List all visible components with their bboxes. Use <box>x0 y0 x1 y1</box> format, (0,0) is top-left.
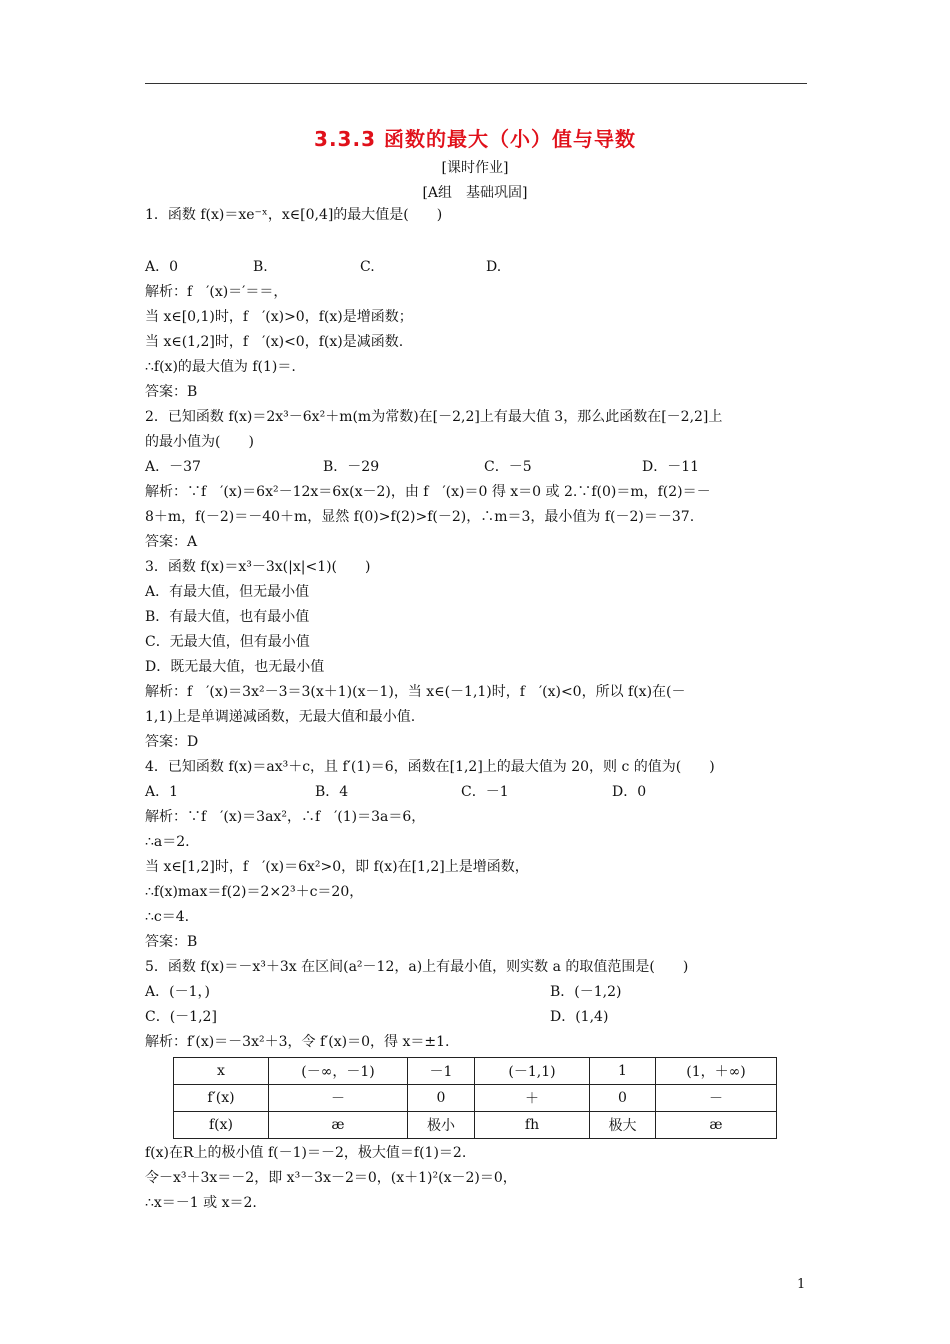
q5-option-b: B．(－1,2) <box>550 984 622 1000</box>
q4-solution-line: 当 x∈[1,2]时，f ′(x)＝6x²>0，即 f(x)在[1,2]上是增函数， <box>145 859 529 875</box>
q2-option-b: B．－29 <box>323 459 380 475</box>
q4-option-d: D．0 <box>612 784 647 800</box>
q4-solution-line: ∴f(x)max＝f(2)＝2×2³＋c＝20， <box>145 884 364 900</box>
q5-option-d: D．(1,4) <box>550 1009 609 1025</box>
q4-option-c: C．－1 <box>461 784 509 800</box>
table-cell: － <box>656 1085 777 1112</box>
table-cell: æ <box>269 1112 408 1139</box>
table-cell: 0 <box>408 1085 475 1112</box>
table-cell: － <box>269 1085 408 1112</box>
q3-solution-line: 1,1)上是单调递减函数，无最大值和最小值. <box>145 709 416 725</box>
subtitle-group: [A组 基础巩固] <box>422 185 528 201</box>
table-cell: (－1,1) <box>475 1058 590 1085</box>
table-cell: f′(x) <box>174 1085 269 1112</box>
header-rule <box>145 83 807 84</box>
q2-stem: 2．已知函数 f(x)＝2x³－6x²＋m(m为常数)在[－2,2]上有最大值 3，那么此函数在[－2,2]上 <box>145 409 723 425</box>
q2-option-d: D．－11 <box>642 459 700 475</box>
q4-solution-line: ∴c＝4. <box>145 909 190 925</box>
q5-sign-table <box>173 1057 777 1139</box>
document-body <box>145 203 807 1216</box>
q5-solution-line: ∴x＝－1 或 x＝2. <box>145 1195 257 1211</box>
table-cell: －1 <box>408 1058 475 1085</box>
q4-option-a: A．1 <box>145 784 179 800</box>
q1-solution-line: 当 x∈[0,1)时，f ′(x)>0，f(x)是增函数； <box>145 309 413 325</box>
table-row <box>174 1085 777 1112</box>
q4-stem: 4．已知函数 f(x)＝ax³＋c，且 f′(1)＝6，函数在[1,2]上的最大值为 20，则 c 的值为( ) <box>145 759 715 775</box>
q3-option-c: C．无最大值，但有最小值 <box>145 634 310 650</box>
q4-solution-line: 解析：∵f ′(x)＝3ax²，∴f ′(1)＝3a＝6， <box>145 809 426 825</box>
table-cell: (1，＋∞) <box>656 1058 777 1085</box>
q4-option-b: B．4 <box>315 784 349 800</box>
q2-stem: 的最小值为( ) <box>145 434 254 450</box>
page-number: 1 <box>797 1277 806 1292</box>
q5-solution-line: 解析：f′(x)＝－3x²＋3，令 f′(x)＝0，得 x＝±1. <box>145 1034 450 1050</box>
q4-answer: 答案：B <box>145 934 198 950</box>
q3-option-a: A．有最大值，但无最小值 <box>145 584 310 600</box>
subtitle-homework: [课时作业] <box>441 160 509 176</box>
table-row <box>174 1058 777 1085</box>
q3-option-b: B．有最大值，也有最小值 <box>145 609 310 625</box>
q1-option-a: A．0 <box>145 259 179 275</box>
table-cell: 极小 <box>408 1112 475 1139</box>
q2-option-a: A．－37 <box>145 459 201 475</box>
q1-option-d: D. <box>486 259 502 275</box>
q1-option-b: B. <box>253 259 268 275</box>
table-cell: ＋ <box>475 1085 590 1112</box>
q2-answer: 答案：A <box>145 534 198 550</box>
q2-options <box>145 455 807 480</box>
q1-solution-line: ∴f(x)的最大值为 f(1)＝. <box>145 359 296 375</box>
q3-option-d: D．既无最大值，也无最小值 <box>145 659 325 675</box>
q5-option-c: C．(－1,2] <box>145 1009 217 1025</box>
table-cell: f(x) <box>174 1112 269 1139</box>
q1-solution-line: 当 x∈(1,2]时，f ′(x)<0，f(x)是减函数. <box>145 334 404 350</box>
q1-answer: 答案：B <box>145 384 198 400</box>
q1-option-c: C. <box>360 259 375 275</box>
q3-solution-line: 解析：f ′(x)＝3x²－3＝3(x＋1)(x－1)，当 x∈(－1,1)时，f ′(x)<0，所以 f(x)在(－ <box>145 684 686 700</box>
q2-option-c: C．－5 <box>484 459 532 475</box>
table-cell: 极大 <box>590 1112 656 1139</box>
q4-solution-line: ∴a＝2. <box>145 834 190 850</box>
q3-answer: 答案：D <box>145 734 199 750</box>
q5-solution-line: 令－x³＋3x＝－2，即 x³－3x－2＝0，(x＋1)²(x－2)＝0， <box>145 1170 517 1186</box>
q5-options-row2 <box>145 1005 807 1030</box>
q4-options <box>145 780 807 805</box>
table-row <box>174 1112 777 1139</box>
table-cell: 0 <box>590 1085 656 1112</box>
q2-solution-line: 8＋m，f(－2)＝－40＋m，显然 f(0)>f(2)>f(－2)，∴m＝3，最小值为 f(－2)＝－37. <box>145 509 695 525</box>
table-cell: (－∞，－1) <box>269 1058 408 1085</box>
q5-stem: 5．函数 f(x)＝－x³＋3x 在区间(a²－12，a)上有最小值，则实数 a 的取值范围是( ) <box>145 959 689 975</box>
q3-stem: 3．函数 f(x)＝x³－3x(|x|<1)( ) <box>145 559 371 575</box>
page-title: 3.3.3 函数的最大（小）值与导数 <box>314 127 636 151</box>
q1-solution-line: 解析：f ′(x)＝′＝＝， <box>145 284 288 300</box>
table-cell: 1 <box>590 1058 656 1085</box>
q1-options <box>145 255 807 280</box>
q2-solution-line: 解析：∵f ′(x)＝6x²－12x＝6x(x－2)，由 f ′(x)＝0 得 x＝0 或 2.∵f(0)＝m，f(2)＝－ <box>145 484 711 500</box>
table-cell: x <box>174 1058 269 1085</box>
q5-solution-line: f(x)在R上的极小值 f(－1)＝－2，极大值＝f(1)＝2. <box>145 1145 467 1161</box>
table-cell: fh <box>475 1112 590 1139</box>
q5-option-a: A．(－1，) <box>145 984 210 1000</box>
q1-stem: 1．函数 f(x)＝xe⁻ˣ，x∈[0,4]的最大值是( ) <box>145 207 443 223</box>
table-cell: æ <box>656 1112 777 1139</box>
q5-options-row1 <box>145 980 807 1005</box>
